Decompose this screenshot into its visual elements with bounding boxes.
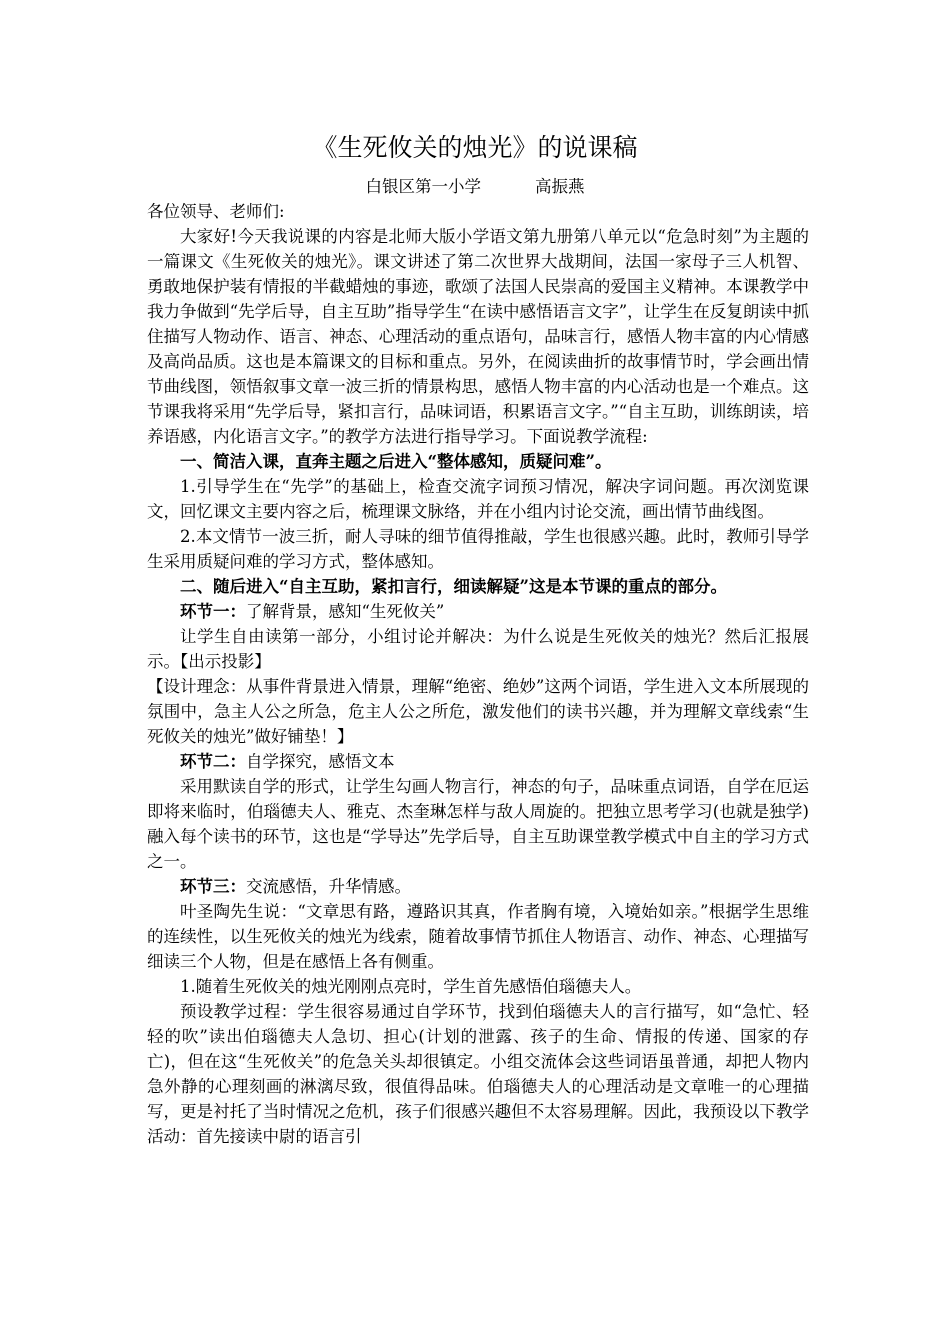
step2-text: 自学探究，感悟文本: [246, 752, 395, 771]
step3-paragraph-1: 叶圣陶先生说：“文章思有路，遵路识其真，作者胸有境，入境始如亲。”根据学生思维的连续性，以生死攸关的烛光为线索，随着故事情节抓住人物语言、动作、神态、心理描写细读三个人物，但是在感悟上各有侧重。: [147, 902, 809, 971]
step1-heading: [147, 599, 809, 624]
step3-paragraph-3: 预设教学过程：学生很容易通过自学环节，找到伯瑙德夫人的言行描写，如“急忙、轻轻的吹”读出伯瑙德夫人急切、担心(计划的泄露、孩子的生命、情报的传递、国家的存亡)，但在这“生死攸关”的危急关头却很镇定。小组交流体会这些词语虽普通，却把人物内急外静的心理刻画的淋漓尽致，很值得品味。伯瑙德夫人的心理活动是文章唯一的心理描写，更是衬托了当时情况之危机，孩子们很感兴趣但不太容易理解。因此，我预设以下教学活动：首先接读中尉的语言引: [147, 1002, 809, 1146]
step2-heading: [147, 749, 809, 774]
step1-text: 了解背景，感知“生死攸关”: [246, 602, 445, 621]
document-title: 《生死攸关的烛光》的说课稿: [312, 133, 638, 162]
section1-paragraph-2: 2.本文情节一波三折，耐人寻味的细节值得推敲，学生也很感兴趣。此时，教师引导学生采用质疑问难的学习方式，整体感知。: [147, 527, 809, 571]
section2-heading: 二、随后进入“自主互助，紧扣言行，细读解疑”这是本节课的重点的部分。: [180, 577, 727, 596]
step1-paragraph: 让学生自由读第一部分，小组讨论并解决：为什么说是生死攸关的烛光？然后汇报展示。【出示投影】: [147, 627, 809, 671]
document-body: [147, 199, 809, 1149]
step3-heading: [147, 874, 809, 899]
step3-paragraph-2: 1.随着生死攸关的烛光刚刚点亮时，学生首先感悟伯瑙德夫人。: [180, 977, 642, 996]
step3-label: 环节三：: [180, 877, 246, 896]
section1-heading: 一、简洁入课，直奔主题之后进入“整体感知，质疑问难”。: [180, 452, 612, 471]
step1-design-note: 【设计理念：从事件背景进入情景，理解“绝密、绝妙”这两个词语，学生进入文本所展现的氛围中，急主人公之所急，危主人公之所危，激发他们的读书兴趣，并为理解文章线索“生死攸关的烛光”做好铺垫！】: [147, 677, 809, 746]
step2-paragraph: 采用默读自学的形式，让学生勾画人物言行，神态的句子，品味重点词语，自学在厄运即将来临时，伯瑙德夫人、雅克、杰奎琳怎样与敌人周旋的。把独立思考学习(也就是独学)融入每个读书的环节，这也是“学导达”先学后导，自主互助课堂教学模式中自主的学习方式之一。: [147, 777, 809, 871]
step2-label: 环节二：: [180, 752, 246, 771]
byline: [0, 176, 950, 198]
intro-paragraph: 大家好!今天我说课的内容是北师大版小学语文第九册第八单元以“危急时刻”为主题的一篇课文《生死攸关的烛光》。课文讲述了第二次世界大战期间，法国一家母子三人机智、勇敢地保护装有情报的半截蜡烛的事迹，歌颂了法国人民崇高的爱国主义精神。本课教学中我力争做到“先学后导，自主互助”指导学生“在读中感悟语言文字”，让学生在反复朗读中抓住描写人物动作、语言、神态、心理活动的重点语句，品味言行，感悟人物丰富的内心情感及高尚品质。这也是本篇课文的目标和重点。另外，在阅读曲折的故事情节时，学会画出情节曲线图，领悟叙事文章一波三折的情景构思，感悟人物丰富的内心活动也是一个难点。这节课我将采用“先学后导，紧扣言行，品味词语，积累语言文字。”“自主互助，训练朗读，培养语感，内化语言文字。”的教学方法进行指导学习。下面说教学流程:: [147, 227, 809, 446]
section1-paragraph-1: 1.引导学生在“先学”的基础上，检查交流字词预习情况，解决字词问题。再次浏览课文，回忆课文主要内容之后，梳理课文脉络，并在小组内讨论交流，画出情节曲线图。: [147, 477, 809, 521]
school-name: 白银区第一小学: [365, 177, 481, 196]
author-name: 高振燕: [535, 177, 585, 196]
greeting: 各位领导、老师们:: [147, 202, 285, 221]
step3-text: 交流感悟，升华情感。: [246, 877, 411, 896]
step1-label: 环节一：: [180, 602, 246, 621]
